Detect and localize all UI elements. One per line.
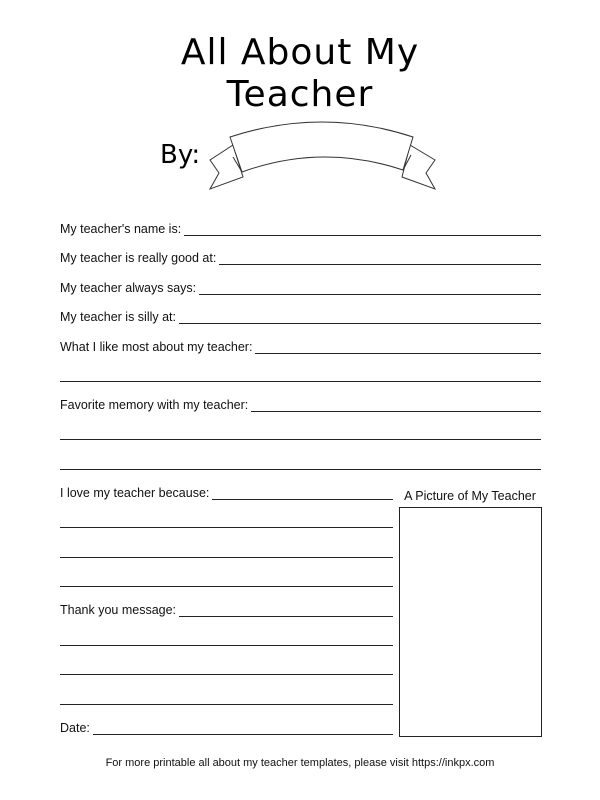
answer-line[interactable] — [60, 439, 541, 440]
by-label: By: — [160, 140, 201, 170]
title-line-1: All About My — [180, 32, 420, 73]
answer-line[interactable] — [184, 223, 541, 236]
answer-line[interactable] — [251, 399, 541, 412]
field-label: My teacher's name is: — [60, 222, 182, 236]
answer-line[interactable] — [60, 557, 393, 558]
answer-line[interactable] — [199, 282, 541, 295]
answer-line[interactable] — [255, 341, 541, 354]
teacher-name-field[interactable] — [60, 222, 541, 236]
silly-at-field[interactable] — [60, 310, 541, 324]
field-label: Thank you message: — [60, 603, 177, 617]
answer-line[interactable] — [60, 527, 393, 528]
answer-line[interactable] — [60, 586, 393, 587]
answer-line[interactable] — [60, 469, 541, 470]
field-label: Favorite memory with my teacher: — [60, 398, 249, 412]
title-line-2: Teacher — [226, 74, 374, 115]
answer-line[interactable] — [179, 311, 541, 324]
field-label: Date: — [60, 721, 90, 735]
field-label: My teacher always says: — [60, 281, 197, 295]
answer-line[interactable] — [93, 722, 393, 735]
picture-label: A Picture of My Teacher — [404, 489, 536, 503]
answer-line[interactable] — [60, 645, 393, 646]
footer-text: For more printable all about my teacher templates, please visit https://inkpx.com — [105, 757, 495, 769]
always-says-field[interactable] — [60, 281, 541, 295]
answer-line[interactable] — [219, 252, 541, 265]
love-because-field[interactable] — [60, 486, 393, 500]
favorite-memory-field[interactable] — [60, 398, 541, 412]
answer-line[interactable] — [179, 604, 393, 617]
date-field[interactable] — [60, 721, 393, 735]
field-label: My teacher is silly at: — [60, 310, 177, 324]
field-label: I love my teacher because: — [60, 486, 210, 500]
answer-line[interactable] — [60, 674, 393, 675]
field-label: What I like most about my teacher: — [60, 340, 253, 354]
field-label: My teacher is really good at: — [60, 251, 217, 265]
thank-you-field[interactable] — [60, 603, 393, 617]
answer-line[interactable] — [212, 487, 393, 500]
good-at-field[interactable] — [60, 251, 541, 265]
answer-line[interactable] — [60, 381, 541, 382]
like-most-field[interactable] — [60, 340, 541, 354]
picture-box[interactable] — [399, 507, 542, 737]
ribbon-banner-icon — [205, 115, 440, 195]
answer-line[interactable] — [60, 704, 393, 705]
